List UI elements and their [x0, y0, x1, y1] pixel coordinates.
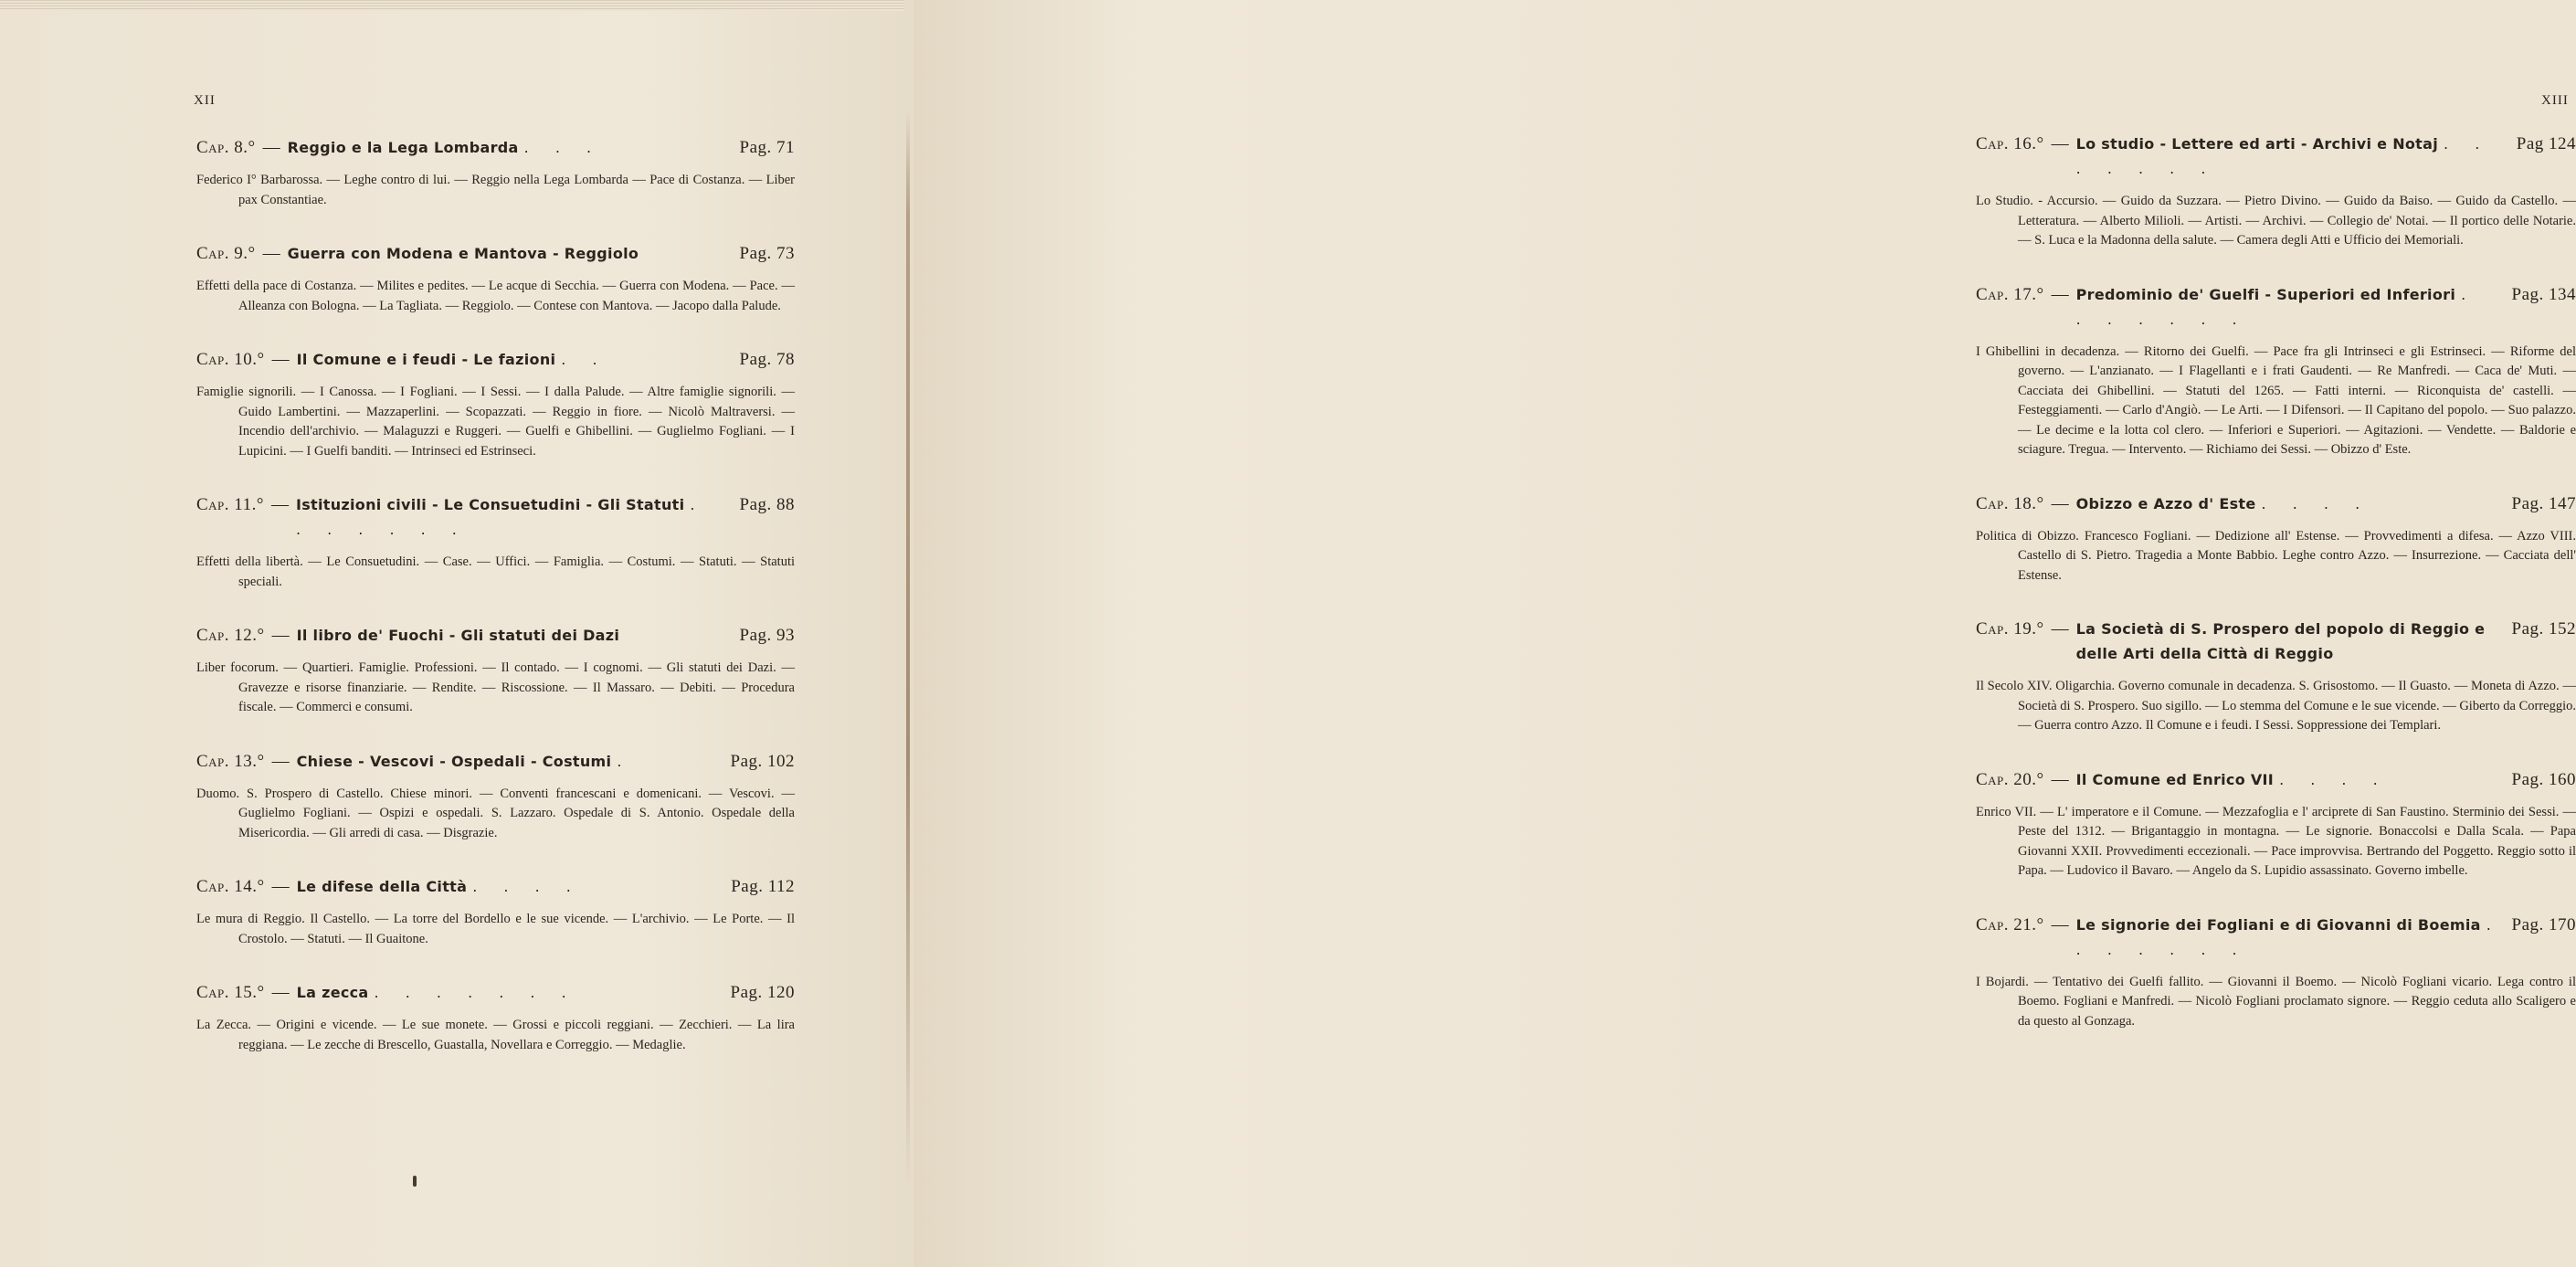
table-of-contents-right — [1976, 132, 2576, 1062]
chapter-heading — [196, 135, 795, 160]
page-reference: Pag. 170 — [2511, 914, 2576, 934]
chapter-title — [297, 749, 722, 774]
page-reference: Pag 124 — [2516, 134, 2576, 153]
toc-entry — [1976, 617, 2576, 736]
leader-dots: . . . . . . . — [295, 496, 706, 538]
chapter-summary: Lo Studio. - Accursio. — Guido da Suzzara. — Pietro Divino. — Guido da Baiso. — Guido da Castello. — Letteratura. — Alberto Milioli. — Artisti. — Archivi. — Collegio de' Notai. — Il portico delle Notarie. — S. Luca e la Madonna della salute. — Camera degli Atti e Ufficio dei Memoriali. — [1976, 194, 2576, 248]
chapter-title — [297, 623, 731, 648]
leader-dots: . . . — [523, 139, 603, 156]
chapter-title-text: Chiese - Vescovi - Ospedali - Costumi — [296, 752, 612, 770]
em-dash: — — [2051, 769, 2069, 789]
book-gutter — [906, 110, 910, 1188]
chapter-number: Cap. 16.° — [1976, 134, 2044, 153]
page-reference: Pag. 88 — [739, 495, 795, 514]
chapter-title-text: Le signorie dei Fogliani e di Giovanni di Boemia — [2075, 915, 2481, 934]
chapter-heading — [196, 749, 795, 774]
chapter-number: Cap. 11.° — [196, 495, 264, 514]
page-reference: Pag. 73 — [739, 244, 795, 263]
toc-entry — [196, 623, 795, 718]
em-dash: — — [271, 626, 290, 645]
em-dash: — — [2051, 134, 2069, 153]
em-dash: — — [271, 983, 290, 1002]
chapter-heading — [196, 980, 795, 1005]
chapter-title-text: Predominio de' Guelfi - Superiori ed Inferiori — [2075, 285, 2456, 303]
chapter-number: Cap. 9.° — [196, 244, 256, 263]
chapter-number: Cap. 15.° — [196, 983, 265, 1002]
chapter-summary: Il Secolo XIV. Oligarchia. Governo comunale in decadenza. S. Grisostomo. — Il Guasto. — Moneta di Azzo. — Società di S. Prospero. Suo sigillo. — Lo stemma del Comune e le sue vicende. — Giberto da Correggio. — Guerra contro Azzo. Il Comune e i feudi. I Sessi. Soppressione dei Templari. — [1976, 679, 2576, 733]
em-dash: — — [271, 751, 290, 771]
chapter-heading — [1976, 491, 2576, 516]
em-dash: — — [270, 495, 289, 514]
chapter-number: Cap. 8.° — [196, 138, 256, 157]
chapter-title — [297, 347, 731, 372]
toc-entry — [196, 241, 795, 316]
chapter-title-text: Le difese della Città — [296, 878, 468, 895]
chapter-summary: Politica di Obizzo. Francesco Fogliani. — Dedizione all' Estense. — Provvedimenti a difesa. — Azzo VIII. Castello di S. Pietro. Tragedia a Monte Babbio. Leghe contro Azzo. — Insurrezione. — Cacciata dell' Estense. — [1976, 528, 2576, 583]
chapter-heading — [1976, 282, 2576, 332]
toc-entry — [196, 980, 795, 1055]
right-page — [913, 0, 2576, 1267]
leader-dots: . . . . — [2279, 770, 2389, 788]
chapter-title — [2076, 132, 2507, 181]
leader-dots: . . . . . . . — [2075, 135, 2491, 177]
chapter-summary: I Ghibellini in decadenza. — Ritorno dei Guelfi. — Pace fra gli Intrinseci e gli Estrinseci. — Riforme del governo. — L'anzianato. — I Flagellanti e i frati Gaudenti. — Re Manfredi. — Caca de' Muti. — Cacciata dei Ghibellini. — Statuti del 1265. — Fatti interni. — Riconquista de' castelli. — Festeggiamenti. — Carlo d'Angiò. — Le Arti. — I Difensori. — Il Capitano del popolo. — Suo palazzo. — Le decime e la lotta col clero. — Inferiori e Superiori. — Agitazioni. — Vendette. — Baldorie e sciagure. Tregua. — Intervento. — Richiamo dei Sessi. — Obizzo d' Este. — [1976, 343, 2576, 457]
toc-entry — [196, 492, 795, 592]
chapter-number: Cap. 20.° — [1976, 769, 2044, 789]
toc-entry — [1976, 491, 2576, 586]
chapter-heading — [196, 874, 795, 899]
chapter-number: Cap. 12.° — [196, 626, 265, 645]
em-dash: — — [2051, 284, 2069, 304]
chapter-title-text: La zecca — [296, 984, 369, 1001]
left-page — [0, 0, 913, 1267]
chapter-heading — [1976, 913, 2576, 962]
chapter-heading — [196, 623, 795, 648]
chapter-number: Cap. 17.° — [1976, 284, 2044, 304]
leader-dots: . . . . . . . — [374, 984, 577, 1001]
page-number-left: XII — [194, 93, 216, 108]
ink-speck — [413, 1176, 417, 1187]
chapter-title — [2076, 913, 2503, 962]
page-number-right: XIII — [2541, 93, 2569, 108]
chapter-summary: Famiglie signorili. — I Canossa. — I Fogliani. — I Sessi. — I dalla Palude. — Altre famiglie signorili. — Guido Lambertini. — Mazzaperlini. — Scopazzati. — Reggio in fiore. — Nicolò Maltraversi. — Incendio dell'archivio. — Malaguzzi e Ruggeri. — Guelfi e Ghibellini. — Guglielmo Fogliani. — I Lupicini. — I Guelfi banditi. — Intrinseci ed Estrinseci. — [196, 385, 795, 459]
chapter-title-text: Obizzo e Azzo d' Este — [2075, 494, 2256, 512]
chapter-summary: Effetti della pace di Costanza. — Milites e pedites. — Le acque di Secchia. — Guerra con Modena. — Pace. — Alleanza con Bologna. — La Tagliata. — Reggiolo. — Contese con Mantova. — Jacopo dalla Palude. — [196, 279, 795, 313]
chapter-title-text: Reggio e la Lega Lombarda — [287, 139, 519, 156]
em-dash: — — [271, 877, 290, 896]
leader-dots: . . . . — [472, 878, 582, 895]
page-reference: Pag. 160 — [2511, 769, 2576, 789]
toc-entry — [196, 347, 795, 461]
chapter-heading — [196, 492, 795, 542]
chapter-title-text: Lo studio - Lettere ed arti - Archivi e Notaj — [2075, 135, 2439, 153]
chapter-title-text: Il Comune ed Enrico VII — [2075, 770, 2275, 788]
page-reference: Pag. 71 — [739, 138, 795, 157]
chapter-number: Cap. 14.° — [196, 877, 265, 896]
em-dash: — — [271, 350, 290, 369]
chapter-summary: Duomo. S. Prospero di Castello. Chiese minori. — Conventi francescani e domenicani. — Vescovi. — Guglielmo Fogliani. — Ospizi e ospedali. S. Lazzaro. Ospedale di S. Antonio. Ospedale della Misericordia. — Gli arredi di casa. — Disgrazie. — [196, 786, 795, 840]
chapter-heading — [1976, 767, 2576, 792]
chapter-title-text: Guerra con Modena e Mantova - Reggiolo — [287, 245, 639, 262]
page-reference: Pag. 112 — [731, 877, 795, 896]
chapter-title — [2076, 491, 2503, 516]
toc-entry — [1976, 282, 2576, 460]
page-reference: Pag. 78 — [739, 350, 795, 369]
page-reference: Pag. 152 — [2511, 619, 2576, 639]
table-of-contents-left — [196, 135, 795, 1086]
chapter-summary: La Zecca. — Origini e vicende. — Le sue monete. — Grossi e piccoli reggiani. — Zecchieri. — La lira reggiana. — Le zecche di Brescello, Guastalla, Novellara e Correggio. — Medaglie. — [196, 1018, 795, 1052]
chapter-number: Cap. 19.° — [1976, 619, 2044, 639]
toc-entry — [196, 749, 795, 844]
toc-entry — [1976, 913, 2576, 1032]
chapter-heading — [196, 241, 795, 266]
chapter-title — [2076, 617, 2503, 666]
chapter-title-text: Il Comune e i feudi - Le fazioni — [296, 351, 556, 368]
chapter-title — [288, 241, 731, 266]
chapter-summary: Effetti della libertà. — Le Consuetudini. — Case. — Uffici. — Famiglia. — Costumi. — Statuti. — Statuti speciali. — [196, 554, 795, 589]
page-reference: Pag. 120 — [730, 983, 795, 1002]
page-edge — [0, 0, 904, 11]
chapter-number: Cap. 13.° — [196, 751, 265, 771]
chapter-summary: Federico I° Barbarossa. — Leghe contro di lui. — Reggio nella Lega Lombarda — Pace di Costanza. — Liber pax Constantiae. — [196, 173, 795, 207]
leader-dots: . . — [561, 351, 608, 368]
chapter-number: Cap. 21.° — [1976, 914, 2044, 934]
chapter-summary: Enrico VII. — L' imperatore e il Comune. — Mezzafoglia e l' arciprete di San Faustino. Sterminio dei Sessi. — Peste del 1312. — Brigantaggio in montagna. — Le signorie. Bonaccolsi e Dalla Scala. — Papa Giovanni XXII. Provvedimenti eccezionali. — Pace improvvisa. Bertrando del Poggetto. Reggio sotto il Papa. — Ludovico il Bavaro. — Angelo da S. Lupidio assassinato. Governo imbelle. — [1976, 804, 2576, 878]
chapter-number: Cap. 10.° — [196, 350, 265, 369]
em-dash: — — [2051, 619, 2069, 639]
chapter-title — [297, 874, 723, 899]
chapter-number: Cap. 18.° — [1976, 493, 2044, 513]
page-reference: Pag. 102 — [730, 751, 795, 771]
page-reference: Pag. 134 — [2511, 284, 2576, 304]
leader-dots: . . . . — [2261, 494, 2371, 512]
chapter-heading — [196, 347, 795, 372]
chapter-summary: I Bojardi. — Tentativo dei Guelfi fallito. — Giovanni il Boemo. — Nicolò Fogliani vicario. Lega contro il Boemo. Fogliani e Manfredi. — Nicolò Fogliani proclamato signore. — Reggio ceduta allo Scaligero e da questo al Gonzaga. — [1976, 974, 2576, 1029]
chapter-title-text: La Società di S. Prospero del popolo di Reggio e delle Arti della Città di Reggio — [2075, 620, 2486, 662]
page-reference: Pag. 147 — [2511, 493, 2576, 513]
toc-entry — [1976, 132, 2576, 251]
chapter-title — [297, 980, 722, 1005]
page-reference: Pag. 93 — [739, 626, 795, 645]
em-dash: — — [262, 138, 280, 157]
toc-entry — [196, 135, 795, 210]
chapter-heading — [1976, 132, 2576, 181]
leader-dots: . . . . . . . — [2075, 285, 2477, 328]
chapter-title — [2076, 282, 2503, 332]
chapter-title — [2076, 767, 2503, 792]
chapter-summary: Le mura di Reggio. Il Castello. — La torre del Bordello e le sue vicende. — L'archivio. — Le Porte. — Il Crostolo. — Statuti. — Il Guaitone. — [196, 912, 795, 946]
toc-entry — [1976, 767, 2576, 882]
leader-dots: . . . . . . . — [2075, 915, 2502, 958]
leader-dots: . — [617, 752, 633, 770]
toc-entry — [196, 874, 795, 949]
chapter-title-text: Istituzioni civili - Le Consuetudini - Gli Statuti — [295, 496, 685, 513]
em-dash: — — [2051, 493, 2069, 513]
chapter-title — [288, 135, 731, 160]
chapter-summary: Liber focorum. — Quartieri. Famiglie. Professioni. — Il contado. — I cognomi. — Gli statuti dei Dazi. — Gravezze e risorse finanziarie. — Rendite. — Riscossione. — Il Massaro. — Debiti. — Procedura fiscale. — Commerci e consumi. — [196, 660, 795, 714]
em-dash: — — [2051, 914, 2069, 934]
chapter-heading — [1976, 617, 2576, 666]
em-dash: — — [262, 244, 280, 263]
chapter-title-text: Il libro de' Fuochi - Gli statuti dei Dazi — [296, 627, 620, 644]
chapter-title — [296, 492, 731, 542]
